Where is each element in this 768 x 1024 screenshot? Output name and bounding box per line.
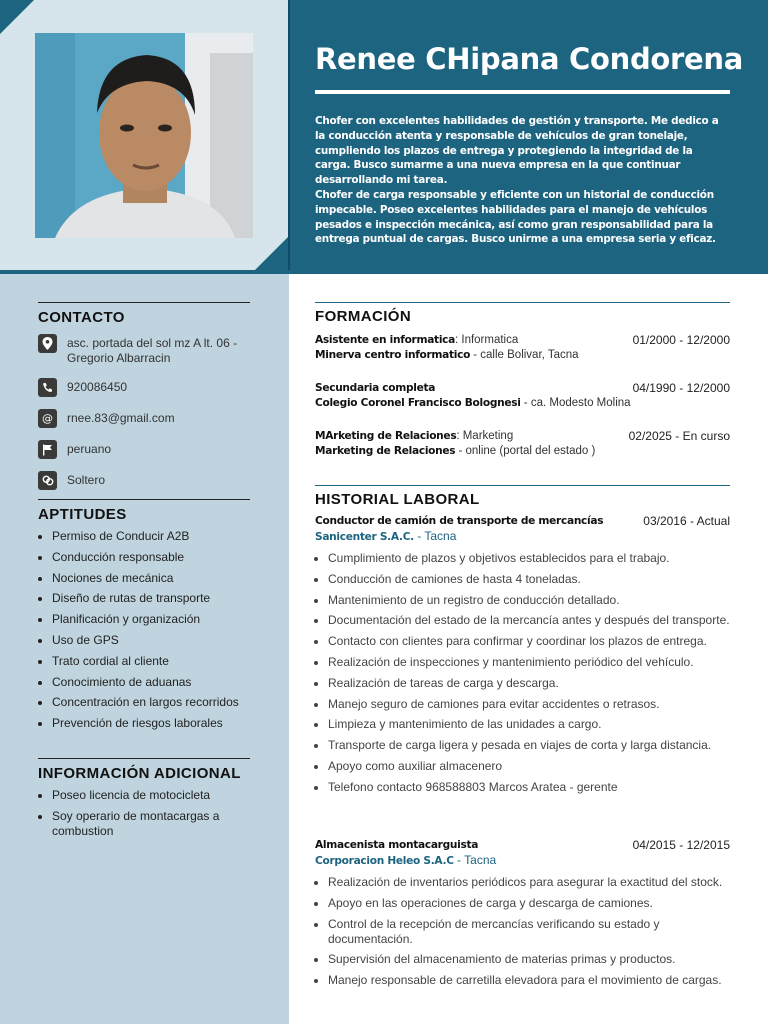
corner-decoration: [253, 236, 289, 272]
company-name: Corporacion Heleo S.A.C: [315, 855, 454, 867]
job-entry: [315, 838, 730, 994]
additional-info-title: INFORMACIÓN ADICIONAL: [38, 765, 241, 782]
section-rule: [315, 485, 730, 486]
degree: Asistente en informatica: [315, 334, 455, 346]
skills-list: [38, 529, 250, 731]
phone-icon: [38, 378, 57, 397]
education-item: [315, 429, 730, 459]
phone-text[interactable]: 920086450: [67, 380, 128, 394]
degree: Secundaria completa: [315, 382, 436, 394]
list-item: • Telefono contacto 968588803 Marcos Aratea - gerente: [328, 780, 730, 795]
contact-address: [38, 334, 250, 366]
school: Minerva centro informatico: [315, 349, 471, 361]
nationality-text: peruano: [67, 442, 112, 456]
task-list: [315, 551, 730, 795]
contact-section: [38, 302, 250, 502]
field: : Marketing: [456, 430, 514, 442]
list-item: • Supervisión del almacenamiento de materias primas y productos.: [328, 952, 730, 967]
rings-icon: [38, 471, 57, 490]
dates: 02/2025 - En curso: [628, 429, 730, 443]
list-item: • Concentración en largos recorridos: [52, 695, 250, 710]
section-rule: [315, 302, 730, 303]
education-item: [315, 381, 730, 411]
education-title: FORMACIÓN: [315, 308, 412, 325]
list-item: • Limpieza y mantenimiento de las unidades a cargo.: [328, 717, 730, 732]
field: : Informatica: [454, 334, 519, 346]
list-item: • Uso de GPS: [52, 633, 250, 648]
section-rule: [38, 758, 250, 759]
additional-info-list: [38, 788, 250, 839]
school: Colegio Coronel Francisco Bolognesi: [315, 397, 521, 409]
company-name: Sanicenter S.A.C.: [315, 531, 414, 543]
list-item: • Realización de tareas de carga y descarga.: [328, 676, 730, 691]
skills-section: [38, 499, 250, 737]
list-item: • Manejo responsable de carretilla elevadora para el movimiento de cargas.: [328, 973, 730, 988]
contact-marital-status: [38, 471, 250, 490]
list-item: • Nociones de mecánica: [52, 571, 250, 586]
list-item: • Realización de inventarios periódicos para asegurar la exactitud del stock.: [328, 875, 730, 890]
contact-email: [38, 409, 250, 428]
job-entry: [315, 514, 730, 795]
contact-phone: [38, 378, 250, 397]
section-rule: [38, 499, 250, 500]
job-position: Almacenista montacarguista: [315, 839, 479, 851]
dates: 01/2000 - 12/2000: [632, 333, 730, 347]
contact-nationality: [38, 440, 250, 459]
job-dates: 03/2016 - Actual: [643, 514, 730, 528]
additional-info-section: [38, 758, 250, 845]
at-sign-icon: @: [38, 409, 57, 428]
list-item: • Documentación del estado de la mercancía antes y después del transporte.: [328, 613, 730, 628]
task-list: [315, 875, 730, 988]
email-text[interactable]: rnee.83@gmail.com: [67, 411, 175, 425]
list-item: • Apoyo en las operaciones de carga y descarga de camiones.: [328, 896, 730, 911]
list-item: • Trato cordial al cliente: [52, 654, 250, 669]
corner-decoration: [0, 0, 34, 34]
location: - calle Bolivar, Tacna: [470, 349, 579, 361]
list-item: • Apoyo como auxiliar almacenero: [328, 759, 730, 774]
work-history-section: [315, 485, 730, 801]
location-pin-icon: [38, 334, 57, 353]
education-section: [315, 302, 730, 477]
header-divider: [288, 0, 290, 272]
list-item: • Cumplimiento de plazos y objetivos establecidos para el trabajo.: [328, 551, 730, 566]
list-item: • Planificación y organización: [52, 612, 250, 627]
list-item: • Prevención de riesgos laborales: [52, 716, 250, 731]
list-item: • Transporte de carga ligera y pesada en viajes de corta y larga distancia.: [328, 738, 730, 753]
marital-status-text: Soltero: [67, 473, 106, 487]
list-item: • Soy operario de montacargas a combustion: [52, 809, 250, 839]
list-item: • Mantenimiento de un registro de conducción detallado.: [328, 593, 730, 608]
list-item: • Diseño de rutas de transporte: [52, 591, 250, 606]
list-item: • Permiso de Conducir A2B: [52, 529, 250, 544]
skills-title: APTITUDES: [38, 506, 127, 523]
list-item: • Conducción responsable: [52, 550, 250, 565]
header-bottom-band: [0, 270, 768, 274]
name-underline: [315, 90, 730, 94]
company-location: - Tacna: [453, 853, 497, 867]
contact-title: CONTACTO: [38, 309, 125, 326]
address-text: asc. portada del sol mz A lt. 06 - Gregorio Albarracin: [67, 336, 238, 365]
list-item: • Control de la recepción de mercancías verificando su estado y documentación.: [328, 917, 730, 947]
dates: 04/1990 - 12/2000: [632, 381, 730, 395]
list-item: • Poseo licencia de motocicleta: [52, 788, 250, 803]
list-item: • Manejo seguro de camiones para evitar accidentes o retrasos.: [328, 697, 730, 712]
profile-summary: [315, 114, 731, 247]
summary-paragraph: Chofer de carga responsable y eficiente con un historial de conducción impecable. Poseo excelentes habilidades para el manejo de vehículos pesados e inspección mecánica, así como gran responsabilidad para la entrega puntual de cargas. Busco unirme a una empresa seria y eficaz.: [315, 188, 716, 246]
summary-paragraph: Chofer con excelentes habilidades de gestión y transporte. Me dedico a la conducción atenta y responsable de vehículos de gran tonelaje, cumpliendo los plazos de entrega y protegiendo la integridad de la carga. Busco sumarme a una nueva empresa en la que continuar desarrollando mi tarea.: [315, 115, 719, 187]
location: - ca. Modesto Molina: [520, 397, 631, 409]
section-rule: [38, 302, 250, 303]
list-item: • Conducción de camiones de hasta 4 toneladas.: [328, 572, 730, 587]
location: - online (portal del estado ): [455, 445, 596, 457]
job-position: Conductor de camión de transporte de mercancías: [315, 515, 604, 527]
candidate-name: Renee CHipana Condorena: [315, 42, 744, 76]
education-item: [315, 333, 730, 363]
degree: MArketing de Relaciones: [315, 430, 457, 442]
job-dates: 04/2015 - 12/2015: [632, 838, 730, 852]
work-history-title: HISTORIAL LABORAL: [315, 491, 480, 508]
list-item: • Conocimiento de aduanas: [52, 675, 250, 690]
list-item: • Contacto con clientes para confirmar y coordinar los plazos de entrega.: [328, 634, 730, 649]
list-item: • Realización de inspecciones y mantenimiento periódico del vehículo.: [328, 655, 730, 670]
company-location: - Tacna: [413, 529, 457, 543]
profile-photo: [35, 33, 253, 238]
school: Marketing de Relaciones: [315, 445, 456, 457]
flag-icon: [38, 440, 57, 459]
